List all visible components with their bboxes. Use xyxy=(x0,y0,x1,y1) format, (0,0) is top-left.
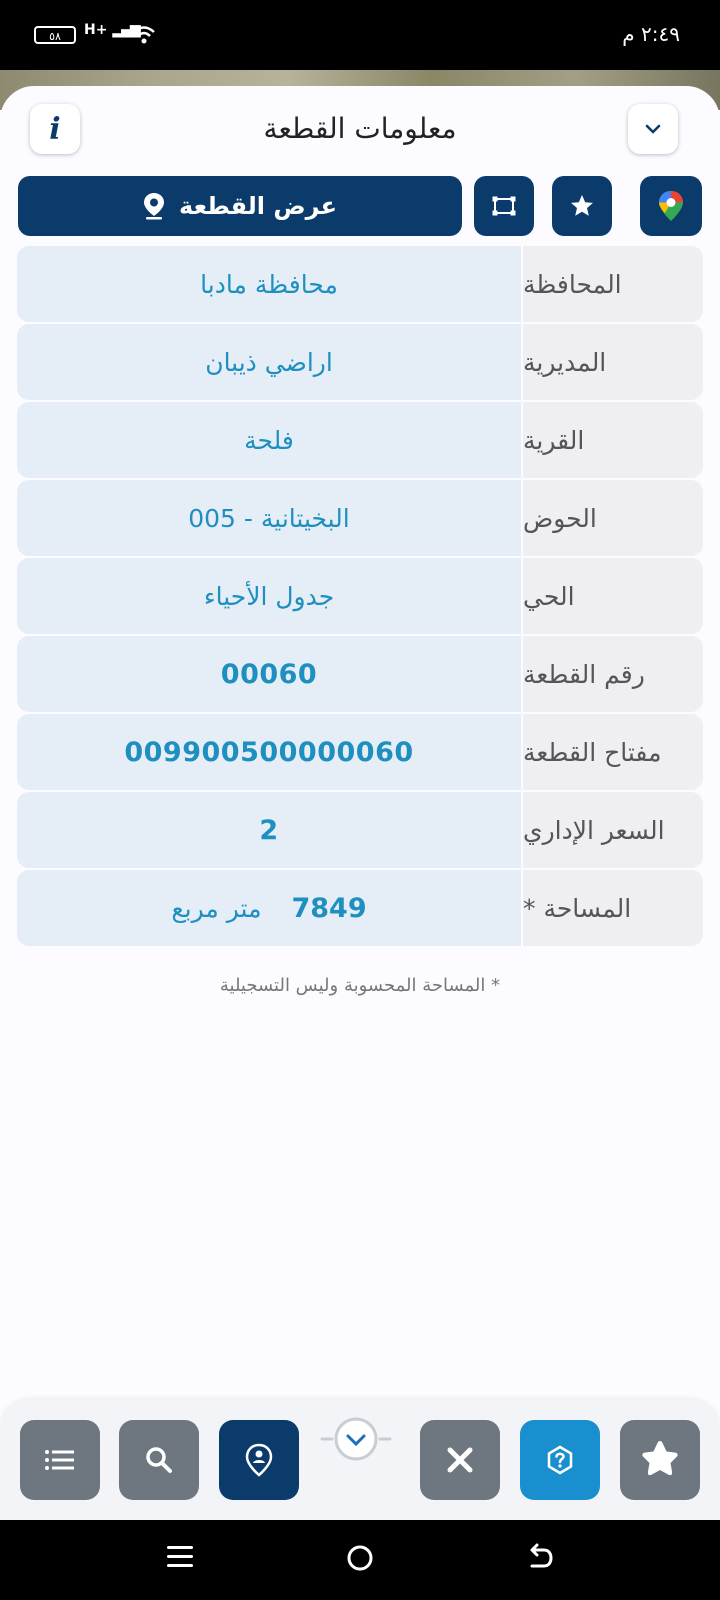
parcel-shape-button[interactable] xyxy=(474,176,534,236)
network-indicator: H+ ▂▄▆ xyxy=(84,22,139,38)
measure-tools-button[interactable] xyxy=(420,1420,500,1500)
status-bar xyxy=(0,0,720,70)
chevron-down-icon xyxy=(318,1414,394,1464)
row-value: جدول الأحياء xyxy=(17,558,521,634)
row-label: المساحة * xyxy=(523,870,703,946)
row-label: القرية xyxy=(523,402,703,478)
menu-button[interactable] xyxy=(20,1420,100,1500)
row-label: المحافظة xyxy=(523,246,703,322)
view-parcel-button[interactable] xyxy=(18,176,462,236)
page-title: معلومات القطعة xyxy=(263,112,457,145)
area-footnote: * المساحة المحسوبة وليس التسجيلية xyxy=(219,975,501,996)
recent-apps-icon xyxy=(166,1542,194,1572)
home-button[interactable] xyxy=(344,1542,376,1574)
view-parcel-label: عرض القطعة xyxy=(179,192,337,220)
table-row xyxy=(17,246,703,322)
row-label: الحوض xyxy=(523,480,703,556)
row-value: 009900500000060 xyxy=(17,714,521,790)
favorite-button[interactable] xyxy=(552,176,612,236)
parcel-location-button[interactable] xyxy=(219,1420,299,1500)
table-row xyxy=(17,480,703,556)
row-value: 2 xyxy=(17,792,521,868)
row-value: البخيتانية - 005 xyxy=(17,480,521,556)
search-button[interactable] xyxy=(119,1420,199,1500)
row-label: الحي xyxy=(523,558,703,634)
row-value xyxy=(17,870,521,946)
battery-indicator: ٥٨ xyxy=(34,26,76,44)
star-icon xyxy=(637,1438,683,1482)
area-number: 7849 xyxy=(291,892,367,924)
row-value: 00060 xyxy=(17,636,521,712)
table-row xyxy=(17,558,703,634)
row-label: السعر الإداري xyxy=(523,792,703,868)
row-label: مفتاح القطعة xyxy=(523,714,703,790)
back-icon xyxy=(524,1542,556,1574)
home-icon xyxy=(344,1542,376,1574)
row-value: اراضي ذيبان xyxy=(17,324,521,400)
row-value: فلحة xyxy=(17,402,521,478)
list-icon xyxy=(44,1449,76,1471)
wifi-icon xyxy=(132,24,156,46)
favorites-button[interactable] xyxy=(620,1420,700,1500)
table-row xyxy=(17,636,703,712)
row-label: رقم القطعة xyxy=(523,636,703,712)
table-row xyxy=(17,870,703,946)
row-label: المديرية xyxy=(523,324,703,400)
google-maps-button[interactable] xyxy=(640,176,702,236)
back-button[interactable] xyxy=(524,1542,556,1574)
google-maps-icon xyxy=(658,190,684,222)
star-icon xyxy=(569,193,595,219)
tools-icon xyxy=(444,1444,476,1476)
table-row xyxy=(17,714,703,790)
table-row xyxy=(17,402,703,478)
polygon-icon xyxy=(491,195,517,217)
map-pin-icon xyxy=(143,192,165,220)
help-icon xyxy=(544,1444,576,1476)
table-row xyxy=(17,792,703,868)
collapse-button[interactable] xyxy=(628,104,678,154)
help-button[interactable] xyxy=(520,1420,600,1500)
network-type: H+ xyxy=(84,22,108,38)
chevron-down-icon xyxy=(643,122,663,136)
location-person-icon xyxy=(244,1443,274,1477)
row-value: محافظة مادبا xyxy=(17,246,521,322)
recent-apps-button[interactable] xyxy=(166,1542,194,1572)
table-row xyxy=(17,324,703,400)
clock: ٢:٤٩ م xyxy=(622,22,680,46)
area-unit: متر مربع xyxy=(171,893,262,923)
search-icon xyxy=(144,1445,174,1475)
info-icon: i xyxy=(49,111,61,147)
toggle-panel-button[interactable] xyxy=(318,1414,394,1464)
